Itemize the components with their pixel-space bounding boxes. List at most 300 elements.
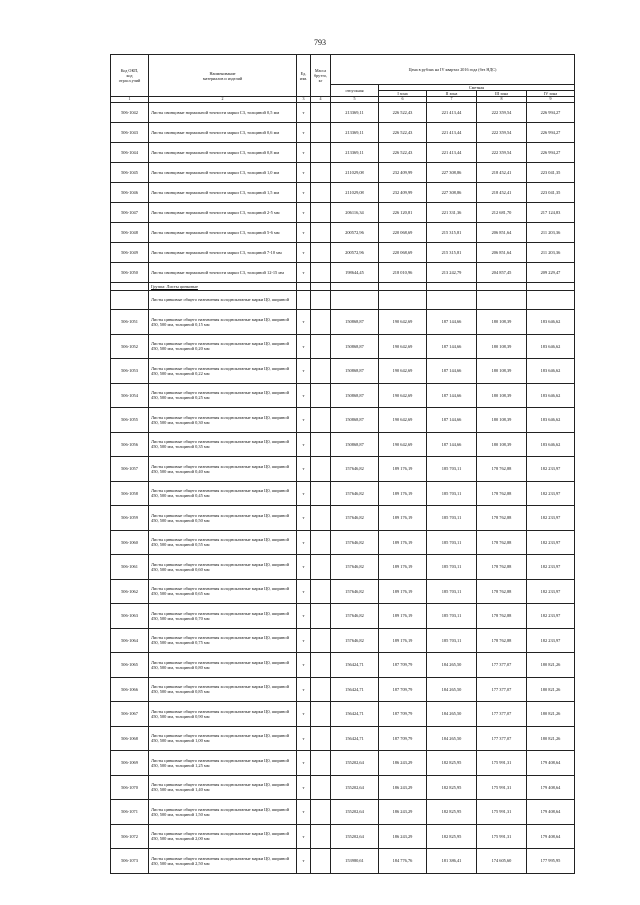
- row-code: 506-1055: [111, 408, 149, 433]
- table-row: [111, 263, 575, 283]
- row-mass: [311, 457, 331, 482]
- row-code: 506-1066: [111, 677, 149, 702]
- row-release-price: 213369,11: [331, 123, 379, 143]
- row-zone3-price: 178 762,88: [477, 604, 527, 629]
- header-mass: Масса брутто, кг: [311, 55, 331, 97]
- row-unit: т: [297, 432, 311, 457]
- table-row: [111, 408, 575, 433]
- row-zone2-price: 181 386,41: [427, 849, 477, 874]
- row-zone2-price: 185 703,11: [427, 604, 477, 629]
- row-zone4-price: 182 233,97: [527, 604, 575, 629]
- row-unit: т: [297, 506, 311, 531]
- row-release-price: 211029,08: [331, 183, 379, 203]
- row-zone3-price: 178 762,88: [477, 506, 527, 531]
- row-name: Листы свинцовые нормальной точности марки С3, толщиной 5-6 мм: [149, 223, 297, 243]
- row-zone1-price: 186 243,29: [379, 751, 427, 776]
- row-zone4-price: 182 233,97: [527, 579, 575, 604]
- row-release-price: 206116,34: [331, 203, 379, 223]
- row-zone1-price: 190 642,69: [379, 408, 427, 433]
- row-unit: т: [297, 243, 311, 263]
- row-mass: [311, 628, 331, 653]
- row-release-price: 153980,61: [331, 849, 379, 874]
- row-zone4-price: 180 821,26: [527, 702, 575, 727]
- row-code: 506-1071: [111, 800, 149, 825]
- row-unit: т: [297, 530, 311, 555]
- row-zone3-price: 178 762,88: [477, 555, 527, 580]
- row-zone4-price: 226 994,27: [527, 123, 575, 143]
- row-zone2-price: 187 144,66: [427, 432, 477, 457]
- table-row: [111, 383, 575, 408]
- row-name: Листы цинковые общего назначения холоднокатаные марки Ц0, шириной 450, 500 мм, толщиной 0,65 мм: [149, 579, 297, 604]
- row-zone3-price: 177 377,07: [477, 653, 527, 678]
- row-zone3-price: 178 762,88: [477, 579, 527, 604]
- row-unit: т: [297, 203, 311, 223]
- row-zone3-price: 174 605,60: [477, 849, 527, 874]
- row-zone2-price: 187 144,66: [427, 334, 477, 359]
- row-code: 506-1069: [111, 751, 149, 776]
- row-unit: т: [297, 702, 311, 727]
- row-mass: [311, 383, 331, 408]
- row-unit: т: [297, 310, 311, 335]
- row-name: Листы цинковые общего назначения холоднокатаные марки Ц0, шириной 450, 500 мм, толщиной 0,90 мм: [149, 702, 297, 727]
- row-zone4-price: 223 041,35: [527, 183, 575, 203]
- row-unit: т: [297, 481, 311, 506]
- row-zone1-price: 189 176,19: [379, 457, 427, 482]
- row-release-price: 156424,71: [331, 702, 379, 727]
- row-code: 506-1048: [111, 223, 149, 243]
- row-name: Листы цинковые общего назначения холоднокатаные марки Ц0, шириной 450, 500 мм, толщиной 0,15 мм: [149, 310, 297, 335]
- row-zone1-price: 189 176,19: [379, 530, 427, 555]
- row-release-price: 156424,71: [331, 677, 379, 702]
- table-row: [111, 103, 575, 123]
- row-release-price: 213369,11: [331, 143, 379, 163]
- row-zone2-price: 221 413,44: [427, 143, 477, 163]
- row-release-price: 200572,96: [331, 223, 379, 243]
- row-name: Листы цинковые общего назначения холоднокатаные марки Ц0, шириной 450, 500 мм, толщиной 1,40 мм: [149, 775, 297, 800]
- column-number: 1: [111, 97, 149, 103]
- row-mass: [311, 800, 331, 825]
- row-zone1-price: 226 522,43: [379, 143, 427, 163]
- row-zone4-price: 177 995,95: [527, 849, 575, 874]
- row-release-price: 157646,82: [331, 457, 379, 482]
- row-mass: [311, 334, 331, 359]
- row-zone2-price: 184 265,50: [427, 726, 477, 751]
- row-zone2-price: 221 413,44: [427, 123, 477, 143]
- row-mass: [311, 183, 331, 203]
- subgroup-row: [111, 291, 575, 310]
- row-zone1-price: 184 776,76: [379, 849, 427, 874]
- row-zone3-price: 180 108,39: [477, 432, 527, 457]
- row-zone3-price: 178 762,88: [477, 530, 527, 555]
- row-zone3-price: 175 991,31: [477, 775, 527, 800]
- row-zone2-price: 213 242,79: [427, 263, 477, 283]
- row-mass: [311, 555, 331, 580]
- row-code: 506-1059: [111, 506, 149, 531]
- row-name: Листы свинцовые нормальной точности марки С3, толщиной 7-10 мм: [149, 243, 297, 263]
- row-code: 506-1046: [111, 183, 149, 203]
- row-unit: т: [297, 628, 311, 653]
- row-zone3-price: 206 851,64: [477, 223, 527, 243]
- row-code: 506-1060: [111, 530, 149, 555]
- table-row: [111, 334, 575, 359]
- row-zone3-price: 177 377,07: [477, 677, 527, 702]
- row-zone1-price: 190 642,69: [379, 432, 427, 457]
- row-zone4-price: 183 646,62: [527, 383, 575, 408]
- row-name: Листы цинковые общего назначения холоднокатаные марки Ц0, шириной 450, 500 мм, толщиной 0,55 мм: [149, 530, 297, 555]
- group-title: Группа: Листы цинковые: [149, 283, 297, 291]
- row-release-price: 150868,87: [331, 310, 379, 335]
- table-row: [111, 163, 575, 183]
- table-row: [111, 579, 575, 604]
- row-name: Листы цинковые общего назначения холоднокатаные марки Ц0, шириной 450, 500 мм, толщиной 0,30 мм: [149, 408, 297, 433]
- row-zone1-price: 187 709,79: [379, 653, 427, 678]
- row-zone1-price: 189 176,19: [379, 506, 427, 531]
- header-code: Код ОКП, код отрасл.учий: [111, 55, 149, 97]
- table-row: [111, 123, 575, 143]
- column-number: 9: [527, 97, 575, 103]
- row-zone2-price: 185 703,11: [427, 481, 477, 506]
- table-row: [111, 849, 575, 874]
- row-zone3-price: 180 108,39: [477, 359, 527, 384]
- row-zone2-price: 187 144,66: [427, 310, 477, 335]
- table-row: [111, 653, 575, 678]
- row-zone2-price: 182 825,95: [427, 751, 477, 776]
- row-unit: т: [297, 334, 311, 359]
- row-zone2-price: 185 703,11: [427, 628, 477, 653]
- row-name: Листы цинковые общего назначения холоднокатаные марки Ц0, шириной 450, 500 мм, толщиной 1,25 мм: [149, 751, 297, 776]
- row-unit: т: [297, 555, 311, 580]
- row-zone4-price: 182 233,97: [527, 506, 575, 531]
- row-code: 506-1054: [111, 383, 149, 408]
- row-zone2-price: 221 413,44: [427, 103, 477, 123]
- row-zone2-price: 187 144,66: [427, 383, 477, 408]
- row-zone4-price: 211 203,36: [527, 223, 575, 243]
- row-release-price: 157646,82: [331, 555, 379, 580]
- row-zone2-price: 221 331,36: [427, 203, 477, 223]
- row-release-price: 155202,64: [331, 824, 379, 849]
- table-row: [111, 800, 575, 825]
- header-unit: Ед. изм.: [297, 55, 311, 97]
- row-unit: т: [297, 183, 311, 203]
- row-zone4-price: 183 646,62: [527, 359, 575, 384]
- table-row: [111, 751, 575, 776]
- table-row: [111, 677, 575, 702]
- table-row: [111, 143, 575, 163]
- header-zone-1: I зона: [379, 91, 427, 97]
- row-unit: т: [297, 223, 311, 243]
- row-release-price: 157646,82: [331, 628, 379, 653]
- row-zone4-price: 217 124,83: [527, 203, 575, 223]
- row-zone4-price: 182 233,97: [527, 555, 575, 580]
- row-zone3-price: 222 359,54: [477, 123, 527, 143]
- row-release-price: 150868,87: [331, 408, 379, 433]
- row-mass: [311, 506, 331, 531]
- row-zone1-price: 226 120,81: [379, 203, 427, 223]
- row-zone2-price: 184 265,50: [427, 702, 477, 727]
- row-name: Листы цинковые общего назначения холоднокатаные марки Ц0, шириной 450, 500 мм, толщиной 1,50 мм: [149, 800, 297, 825]
- row-release-price: 155202,64: [331, 800, 379, 825]
- row-code: 506-1057: [111, 457, 149, 482]
- row-mass: [311, 359, 331, 384]
- row-code: 506-1063: [111, 604, 149, 629]
- row-zone4-price: 209 229,47: [527, 263, 575, 283]
- row-name: Листы цинковые общего назначения холоднокатаные марки Ц0, шириной 450, 500 мм, толщиной 0,20 мм: [149, 334, 297, 359]
- row-code: 506-1047: [111, 203, 149, 223]
- page-number: 793: [314, 38, 326, 47]
- row-code: 506-1070: [111, 775, 149, 800]
- row-zone4-price: 182 233,97: [527, 530, 575, 555]
- row-mass: [311, 653, 331, 678]
- row-mass: [311, 163, 331, 183]
- row-code: 506-1042: [111, 103, 149, 123]
- row-mass: [311, 223, 331, 243]
- row-code: 506-1044: [111, 143, 149, 163]
- row-zone4-price: 183 646,62: [527, 408, 575, 433]
- row-unit: т: [297, 457, 311, 482]
- row-code: 506-1052: [111, 334, 149, 359]
- table-row: [111, 775, 575, 800]
- row-zone4-price: 182 233,97: [527, 457, 575, 482]
- row-zone4-price: 180 821,26: [527, 653, 575, 678]
- row-unit: т: [297, 800, 311, 825]
- row-zone2-price: 184 265,50: [427, 677, 477, 702]
- row-zone1-price: 189 176,19: [379, 579, 427, 604]
- row-release-price: 150868,87: [331, 359, 379, 384]
- row-mass: [311, 604, 331, 629]
- row-code: 506-1049: [111, 243, 149, 263]
- row-zone4-price: 223 041,35: [527, 163, 575, 183]
- row-zone3-price: 206 851,64: [477, 243, 527, 263]
- row-unit: т: [297, 163, 311, 183]
- row-unit: т: [297, 726, 311, 751]
- row-unit: т: [297, 263, 311, 283]
- header-zone-3: III зона: [477, 91, 527, 97]
- row-mass: [311, 751, 331, 776]
- header-zone-2: II зона: [427, 91, 477, 97]
- row-mass: [311, 677, 331, 702]
- row-zone3-price: 177 377,07: [477, 726, 527, 751]
- row-zone3-price: 222 359,54: [477, 103, 527, 123]
- row-zone1-price: 190 642,69: [379, 359, 427, 384]
- price-table: [110, 54, 575, 874]
- row-zone4-price: 183 646,62: [527, 334, 575, 359]
- row-zone1-price: 187 709,79: [379, 702, 427, 727]
- row-unit: т: [297, 824, 311, 849]
- row-zone3-price: 175 991,31: [477, 751, 527, 776]
- row-zone4-price: 180 821,26: [527, 677, 575, 702]
- row-mass: [311, 123, 331, 143]
- table-row: [111, 203, 575, 223]
- column-number: 8: [477, 97, 527, 103]
- row-zone4-price: 179 408,64: [527, 800, 575, 825]
- row-zone2-price: 227 308,86: [427, 163, 477, 183]
- table-row: [111, 530, 575, 555]
- row-zone4-price: 180 821,26: [527, 726, 575, 751]
- row-mass: [311, 408, 331, 433]
- header-price-title: Цена в рублях на IV квартал 2016 года (без НДС): [331, 55, 575, 85]
- row-zone3-price: 180 108,39: [477, 334, 527, 359]
- row-zone1-price: 189 176,19: [379, 604, 427, 629]
- row-name: Листы свинцовые нормальной точности марки С3, толщиной 2-5 мм: [149, 203, 297, 223]
- row-code: 506-1072: [111, 824, 149, 849]
- row-mass: [311, 263, 331, 283]
- row-zone4-price: 182 233,97: [527, 628, 575, 653]
- row-zone1-price: 186 243,29: [379, 775, 427, 800]
- row-name: Листы цинковые общего назначения холоднокатаные марки Ц0, шириной 450, 500 мм, толщиной 1,00 мм: [149, 726, 297, 751]
- row-unit: т: [297, 775, 311, 800]
- table-row: [111, 457, 575, 482]
- row-name: Листы цинковые общего назначения холоднокатаные марки Ц0, шириной 450, 500 мм, толщиной 2,00 мм: [149, 824, 297, 849]
- row-unit: т: [297, 408, 311, 433]
- row-zone1-price: 190 642,69: [379, 334, 427, 359]
- row-release-price: 150868,87: [331, 383, 379, 408]
- row-zone2-price: 185 703,11: [427, 530, 477, 555]
- row-zone1-price: 220 068,69: [379, 223, 427, 243]
- row-release-price: 150868,87: [331, 432, 379, 457]
- row-release-price: 157646,82: [331, 506, 379, 531]
- row-name: Листы цинковые общего назначения холоднокатаные марки Ц0, шириной 450, 500 мм, толщиной 0,75 мм: [149, 628, 297, 653]
- table-row: [111, 243, 575, 263]
- row-zone3-price: 180 108,39: [477, 310, 527, 335]
- row-code: 506-1043: [111, 123, 149, 143]
- row-mass: [311, 103, 331, 123]
- row-mass: [311, 310, 331, 335]
- row-zone3-price: 178 762,88: [477, 457, 527, 482]
- column-number: 7: [427, 97, 477, 103]
- row-name: Листы свинцовые нормальной точности марки С3, толщиной 0,8 мм: [149, 143, 297, 163]
- row-zone3-price: 178 762,88: [477, 628, 527, 653]
- row-zone4-price: 226 994,27: [527, 143, 575, 163]
- row-zone2-price: 187 144,66: [427, 359, 477, 384]
- row-zone2-price: 184 265,50: [427, 653, 477, 678]
- row-zone3-price: 218 452,41: [477, 163, 527, 183]
- row-release-price: 156424,71: [331, 726, 379, 751]
- row-release-price: 155202,64: [331, 751, 379, 776]
- row-zone1-price: 186 243,29: [379, 824, 427, 849]
- row-unit: т: [297, 359, 311, 384]
- row-zone2-price: 185 703,11: [427, 457, 477, 482]
- row-code: 506-1053: [111, 359, 149, 384]
- row-zone3-price: 218 452,41: [477, 183, 527, 203]
- row-name: Листы цинковые общего назначения холоднокатаные марки Ц0, шириной 450, 500 мм, толщиной 0,80 мм: [149, 653, 297, 678]
- row-release-price: 155202,64: [331, 775, 379, 800]
- row-zone3-price: 222 359,54: [477, 143, 527, 163]
- row-zone2-price: 182 825,95: [427, 824, 477, 849]
- table-row: [111, 824, 575, 849]
- row-code: 506-1051: [111, 310, 149, 335]
- row-mass: [311, 481, 331, 506]
- table-row: [111, 223, 575, 243]
- row-code: 506-1065: [111, 653, 149, 678]
- row-unit: т: [297, 653, 311, 678]
- row-unit: т: [297, 383, 311, 408]
- row-mass: [311, 702, 331, 727]
- row-zone1-price: 189 176,19: [379, 628, 427, 653]
- row-zone4-price: 179 408,64: [527, 751, 575, 776]
- row-release-price: 150868,87: [331, 334, 379, 359]
- row-zone3-price: 212 681,70: [477, 203, 527, 223]
- table-row: [111, 481, 575, 506]
- row-zone1-price: 232 409,99: [379, 183, 427, 203]
- row-name: Листы свинцовые нормальной точности марки С3, толщиной 0,6 мм: [149, 123, 297, 143]
- row-code: 506-1073: [111, 849, 149, 874]
- row-release-price: 157646,82: [331, 530, 379, 555]
- row-unit: т: [297, 849, 311, 874]
- row-release-price: 157646,82: [331, 604, 379, 629]
- row-code: 506-1056: [111, 432, 149, 457]
- header-release: отпускная: [331, 85, 379, 97]
- header-zones: Сметная: [379, 85, 575, 91]
- row-code: 506-1058: [111, 481, 149, 506]
- row-name: Листы цинковые общего назначения холоднокатаные марки Ц0, шириной 450, 500 мм, толщиной 0,45 мм: [149, 481, 297, 506]
- row-release-price: 211029,08: [331, 163, 379, 183]
- column-number: 6: [379, 97, 427, 103]
- table-row: [111, 310, 575, 335]
- row-zone2-price: 187 144,66: [427, 408, 477, 433]
- row-release-price: 157646,82: [331, 481, 379, 506]
- table-row: [111, 604, 575, 629]
- table-row: [111, 432, 575, 457]
- row-zone1-price: 232 409,99: [379, 163, 427, 183]
- row-mass: [311, 726, 331, 751]
- row-release-price: 198644,45: [331, 263, 379, 283]
- row-name: Листы цинковые общего назначения холоднокатаные марки Ц0, шириной 450, 500 мм, толщиной 2,50 мм: [149, 849, 297, 874]
- row-zone3-price: 180 108,39: [477, 383, 527, 408]
- table-row: [111, 183, 575, 203]
- row-code: 506-1067: [111, 702, 149, 727]
- row-name: Листы цинковые общего назначения холоднокатаные марки Ц0, шириной 450, 500 мм, толщиной 0,60 мм: [149, 555, 297, 580]
- row-zone1-price: 190 642,69: [379, 383, 427, 408]
- row-unit: т: [297, 604, 311, 629]
- row-zone1-price: 187 709,79: [379, 726, 427, 751]
- row-mass: [311, 824, 331, 849]
- column-number: 3: [297, 97, 311, 103]
- row-name: Листы цинковые общего назначения холоднокатаные марки Ц0, шириной 450, 500 мм, толщиной 0,40 мм: [149, 457, 297, 482]
- row-name: Листы свинцовые нормальной точности марки С3, толщиной 12-15 мм: [149, 263, 297, 283]
- row-zone2-price: 227 308,86: [427, 183, 477, 203]
- row-zone4-price: 211 203,36: [527, 243, 575, 263]
- row-code: 506-1045: [111, 163, 149, 183]
- column-number: 2: [149, 97, 297, 103]
- row-code: 506-1062: [111, 579, 149, 604]
- row-zone3-price: 175 991,31: [477, 800, 527, 825]
- table-row: [111, 628, 575, 653]
- row-zone1-price: 189 176,19: [379, 555, 427, 580]
- row-code: 506-1050: [111, 263, 149, 283]
- row-name: Листы свинцовые нормальной точности марки С3, толщиной 1,5 мм: [149, 183, 297, 203]
- row-zone4-price: 183 646,62: [527, 310, 575, 335]
- row-mass: [311, 579, 331, 604]
- row-release-price: 213369,11: [331, 103, 379, 123]
- column-number: 4: [311, 97, 331, 103]
- row-zone2-price: 215 315,81: [427, 223, 477, 243]
- row-zone1-price: 189 176,19: [379, 481, 427, 506]
- table-row: [111, 555, 575, 580]
- row-name: Листы свинцовые нормальной точности марки С3, толщиной 0,5 мм: [149, 103, 297, 123]
- row-zone4-price: 183 646,62: [527, 432, 575, 457]
- row-unit: т: [297, 143, 311, 163]
- row-name: Листы свинцовые нормальной точности марки С3, толщиной 1,0 мм: [149, 163, 297, 183]
- row-name: Листы цинковые общего назначения холоднокатаные марки Ц0, шириной 450, 500 мм, толщиной 0,50 мм: [149, 506, 297, 531]
- row-zone1-price: 190 642,69: [379, 310, 427, 335]
- row-mass: [311, 530, 331, 555]
- row-mass: [311, 432, 331, 457]
- row-unit: т: [297, 123, 311, 143]
- row-name: Листы цинковые общего назначения холоднокатаные марки Ц0, шириной 450, 500 мм, толщиной 0,25 мм: [149, 383, 297, 408]
- row-zone2-price: 215 315,81: [427, 243, 477, 263]
- row-release-price: 156424,71: [331, 653, 379, 678]
- row-mass: [311, 203, 331, 223]
